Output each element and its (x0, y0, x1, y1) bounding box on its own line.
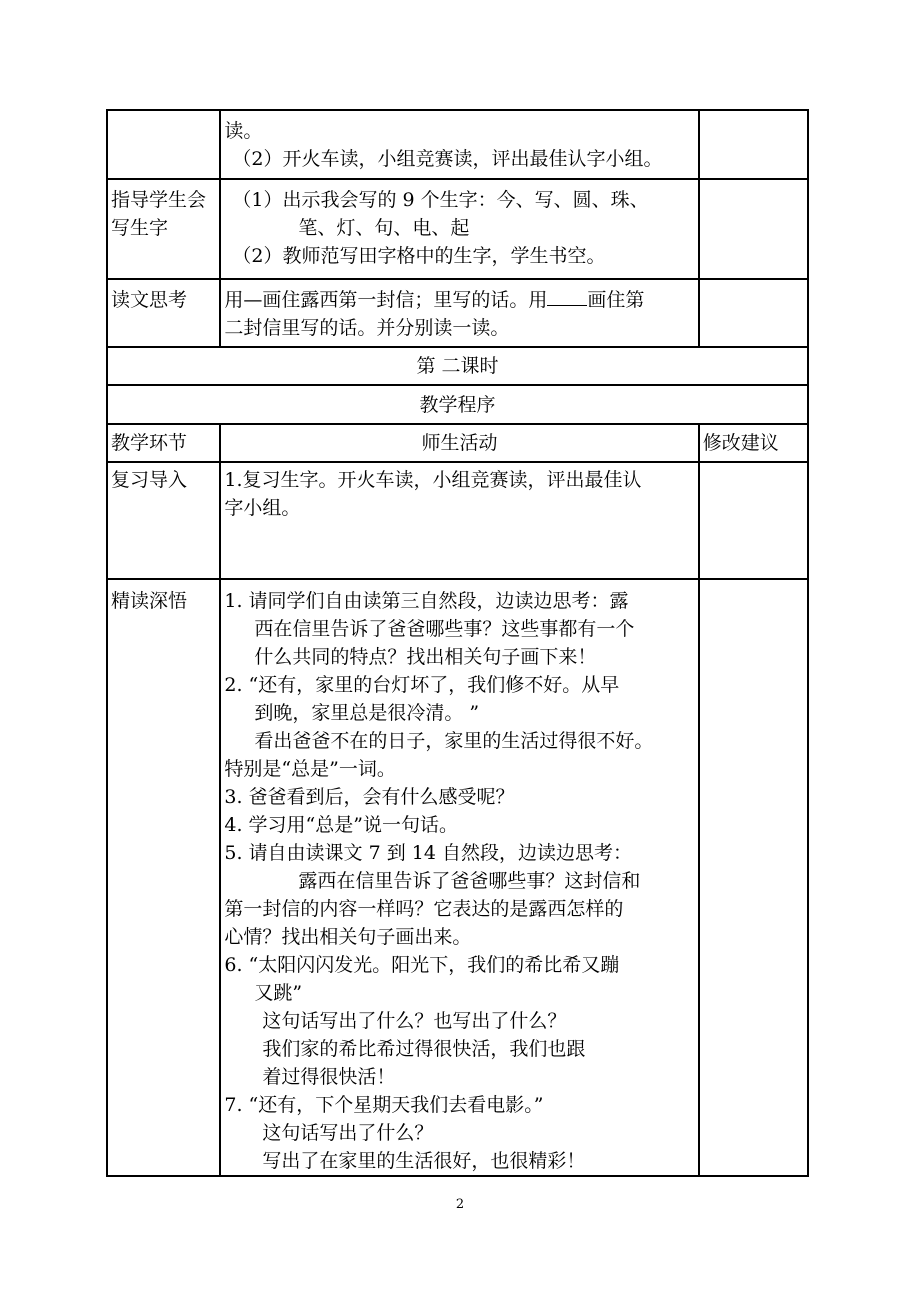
lesson-title: 第 二课时 (107, 347, 808, 385)
table-row (107, 579, 808, 1176)
activity-cell: 1. 请同学们自由读第三自然段，边读边思考：露 西在信里告诉了爸爸哪些事？这些事都有一个 什么共同的特点？找出相关句子画下来！ 2. “还有，家里的台灯坏了，我们修不好。从早 到晚，家里总是很冷清。 ” 看出爸爸不在的日子，家里的生活过得很不好。 特别是“总是”一词。 3. 爸爸看到后，会有什么感受呢？ 4. 学习用“总是”说一句话。 5. 请自由读课文 7 到 14 自然段，边读边思考： 露西在信里告诉了爸爸哪些事？这封信和 第一封信的内容一样吗？它表达的是露西怎样的 心情？找出相关句子画出来。 6. “太阳闪闪发光。阳光下，我们的希比希又蹦 又跳” 这句话写出了什么？也写出了什么？ 我们家的希比希过得很快活，我们也跟 着过得很快活！ 7. “还有，下个星期天我们去看电影。” 这句话写出了什么？ 写出了在家里的生活很好，也很精彩！ (220, 579, 698, 1176)
header-row (107, 424, 808, 462)
header-stage: 教学环节 (107, 424, 220, 462)
stage-cell: 精读深悟 (107, 579, 220, 1176)
table-row (107, 110, 808, 179)
table-row (107, 462, 808, 579)
table-row (107, 179, 808, 279)
stage-cell (107, 110, 220, 179)
suggestion-cell (699, 110, 808, 179)
underline-blank (547, 287, 587, 306)
header-suggestion: 修改建议 (699, 424, 808, 462)
activity-cell: 1.复习生字。开火车读，小组竞赛读，评出最佳认 字小组。 (220, 462, 698, 579)
stage-cell: 复习导入 (107, 462, 220, 579)
activity-cell: 用—画住露西第一封信；里写的话。用 画住第 二封信里写的话。并分别读一读。 (220, 279, 698, 347)
suggestion-cell (699, 579, 808, 1176)
table-row (107, 279, 808, 347)
stage-cell: 读文思考 (107, 279, 220, 347)
page-number: 2 (455, 1197, 465, 1212)
suggestion-cell (699, 179, 808, 279)
suggestion-cell (699, 462, 808, 579)
activity-cell: 读。 （2）开火车读，小组竞赛读，评出最佳认字小组。 (220, 110, 698, 179)
lesson-plan-table (106, 109, 809, 1177)
table-row (107, 347, 808, 385)
table-row (107, 385, 808, 424)
program-title: 教学程序 (107, 385, 808, 424)
activity-cell: （1）出示我会写的 9 个生字：今、写、圆、珠、 笔、灯、句、电、起 （2）教师范写田字格中的生字，学生书空。 (220, 179, 698, 279)
suggestion-cell (699, 279, 808, 347)
header-activity: 师生活动 (220, 424, 698, 462)
stage-cell: 指导学生会 写生字 (107, 179, 220, 279)
